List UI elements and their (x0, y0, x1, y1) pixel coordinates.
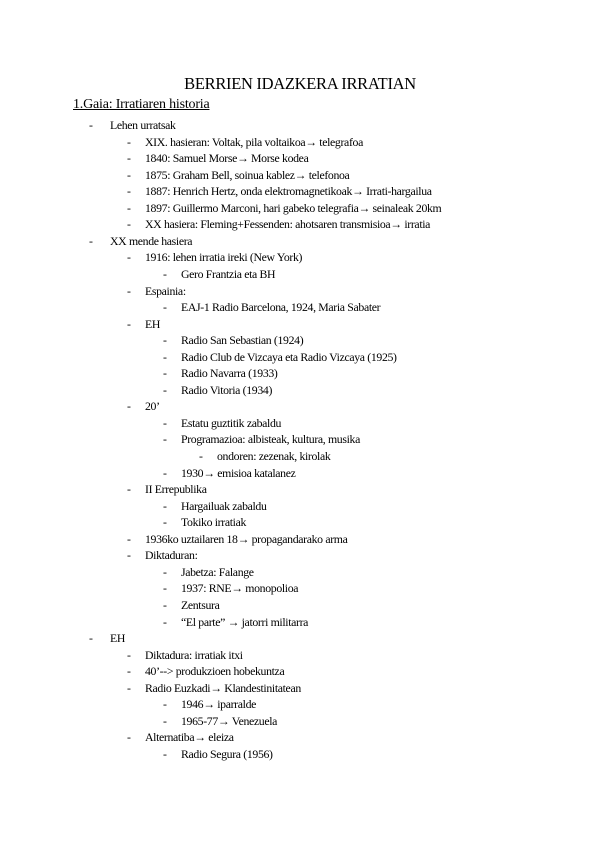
bullet-dash: - (163, 564, 167, 579)
outline-item-text: Hargailuak zabaldu (181, 498, 267, 513)
bullet-dash: - (163, 713, 167, 728)
outline-item-text: 1840: Samuel Morse→ Morse kodea (145, 151, 309, 166)
bullet-dash: - (127, 283, 131, 298)
bullet-dash: - (163, 333, 167, 348)
bullet-dash: - (163, 382, 167, 397)
outline-item-text: Alternatiba→ eleiza (145, 730, 234, 745)
outline-item-text: Estatu guztitik zabaldu (181, 415, 282, 430)
outline-item-text: XX mende hasiera (110, 233, 193, 248)
bullet-dash: - (89, 631, 93, 646)
bullet-dash: - (163, 465, 167, 480)
outline-item-text: Jabetza: Falange (181, 564, 254, 579)
bullet-dash: - (127, 217, 131, 232)
outline-item-text: Radio Vitoria (1934) (181, 382, 273, 397)
bullet-dash: - (199, 449, 203, 463)
outline-item-text: Diktaduran: (145, 548, 198, 563)
outline-item-text: 20’ (145, 399, 160, 414)
bullet-dash: - (127, 482, 131, 497)
bullet-dash: - (127, 316, 131, 331)
bullet-dash: - (127, 250, 131, 265)
outline-item-text: Zentsura (181, 598, 220, 612)
outline-item-text: XIX. hasieran: Voltak, pila voltaikoa→ telegrafoa (145, 134, 363, 149)
outline-item-text: 1875: Graham Bell, soinua kablez→ telefonoa (145, 167, 350, 182)
outline-item-text: ondoren: zezenak, kirolak (217, 449, 331, 463)
outline-item-text: 1946→ iparralde (181, 697, 257, 712)
outline-item-text: Radio Segura (1956) (181, 746, 273, 761)
outline-item-text: Gero Frantzia eta BH (181, 267, 276, 281)
outline-item-text: 1887: Henrich Hertz, onda elektromagnetikoak→ Irrati-hargailua (145, 184, 432, 199)
outline-item-text: II Errepublika (145, 482, 207, 497)
bullet-dash: - (127, 167, 131, 182)
outline-item-text: Diktadura: irratiak itxi (145, 647, 243, 662)
bullet-dash: - (163, 300, 167, 315)
bullet-dash: - (163, 498, 167, 513)
bullet-dash: - (127, 200, 131, 215)
outline-item-text: 1936ko uztailaren 18→ propagandarako arma (145, 531, 348, 546)
outline-item-text: EH (145, 316, 161, 331)
outline-item-text: 40’--> produkzioen hobekuntza (145, 664, 285, 679)
outline-item-text: 1916: lehen irratia ireki (New York) (145, 250, 303, 265)
outline-item-text: Espainia: (145, 283, 186, 298)
outline-item-text: XX hasiera: Fleming+Fessenden: ahotsaren transmisioa→ irratia (145, 217, 431, 232)
outline-item-text: Tokiko irratiak (181, 515, 247, 530)
bullet-dash: - (163, 515, 167, 530)
outline-item-text: Radio San Sebastian (1924) (181, 333, 304, 348)
section-heading: 1.Gaia: Irratiaren historia (73, 97, 210, 112)
bullet-dash: - (127, 399, 131, 414)
bullet-dash: - (127, 151, 131, 166)
bullet-dash: - (127, 134, 131, 149)
outline-item-text: Lehen urratsak (110, 118, 176, 132)
bullet-dash: - (127, 531, 131, 546)
outline-item-text: 1937: RNE→ monopolioa (181, 581, 299, 596)
outline-item-text: EAJ-1 Radio Barcelona, 1924, Maria Sabater (181, 300, 381, 315)
bullet-dash: - (163, 697, 167, 712)
bullet-dash: - (127, 548, 131, 563)
bullet-dash: - (89, 233, 93, 248)
outline-item-text: Programazioa: albisteak, kultura, musika (181, 432, 360, 447)
outline-item-text: 1897: Guillermo Marconi, hari gabeko telegrafia→ seinaleak 20km (145, 200, 442, 215)
bullet-dash: - (127, 184, 131, 199)
outline-item-text: EH (110, 631, 126, 646)
bullet-dash: - (163, 598, 167, 612)
bullet-dash: - (163, 349, 167, 364)
bullet-dash: - (127, 664, 131, 679)
outline-item-text: Radio Navarra (1933) (181, 366, 278, 381)
bullet-dash: - (163, 267, 167, 281)
bullet-dash: - (89, 118, 93, 132)
bullet-dash: - (163, 432, 167, 447)
bullet-dash: - (163, 746, 167, 761)
outline-item-text: Radio Euzkadi→ Klandestinitatean (145, 680, 301, 695)
outline-item-text: 1965-77→ Venezuela (181, 713, 278, 728)
outline-item-text: 1930→ emisioa katalanez (181, 465, 296, 480)
bullet-dash: - (163, 581, 167, 596)
bullet-dash: - (163, 415, 167, 430)
outline-item-text: Radio Club de Vizcaya eta Radio Vizcaya (1925) (181, 349, 397, 364)
outline-item-text: “El parte” → jatorri militarra (181, 614, 309, 629)
bullet-dash: - (163, 366, 167, 381)
bullet-dash: - (163, 614, 167, 629)
document-title: BERRIEN IDAZKERA IRRATIAN (184, 74, 416, 93)
bullet-dash: - (127, 680, 131, 695)
bullet-dash: - (127, 647, 131, 662)
bullet-dash: - (127, 730, 131, 745)
